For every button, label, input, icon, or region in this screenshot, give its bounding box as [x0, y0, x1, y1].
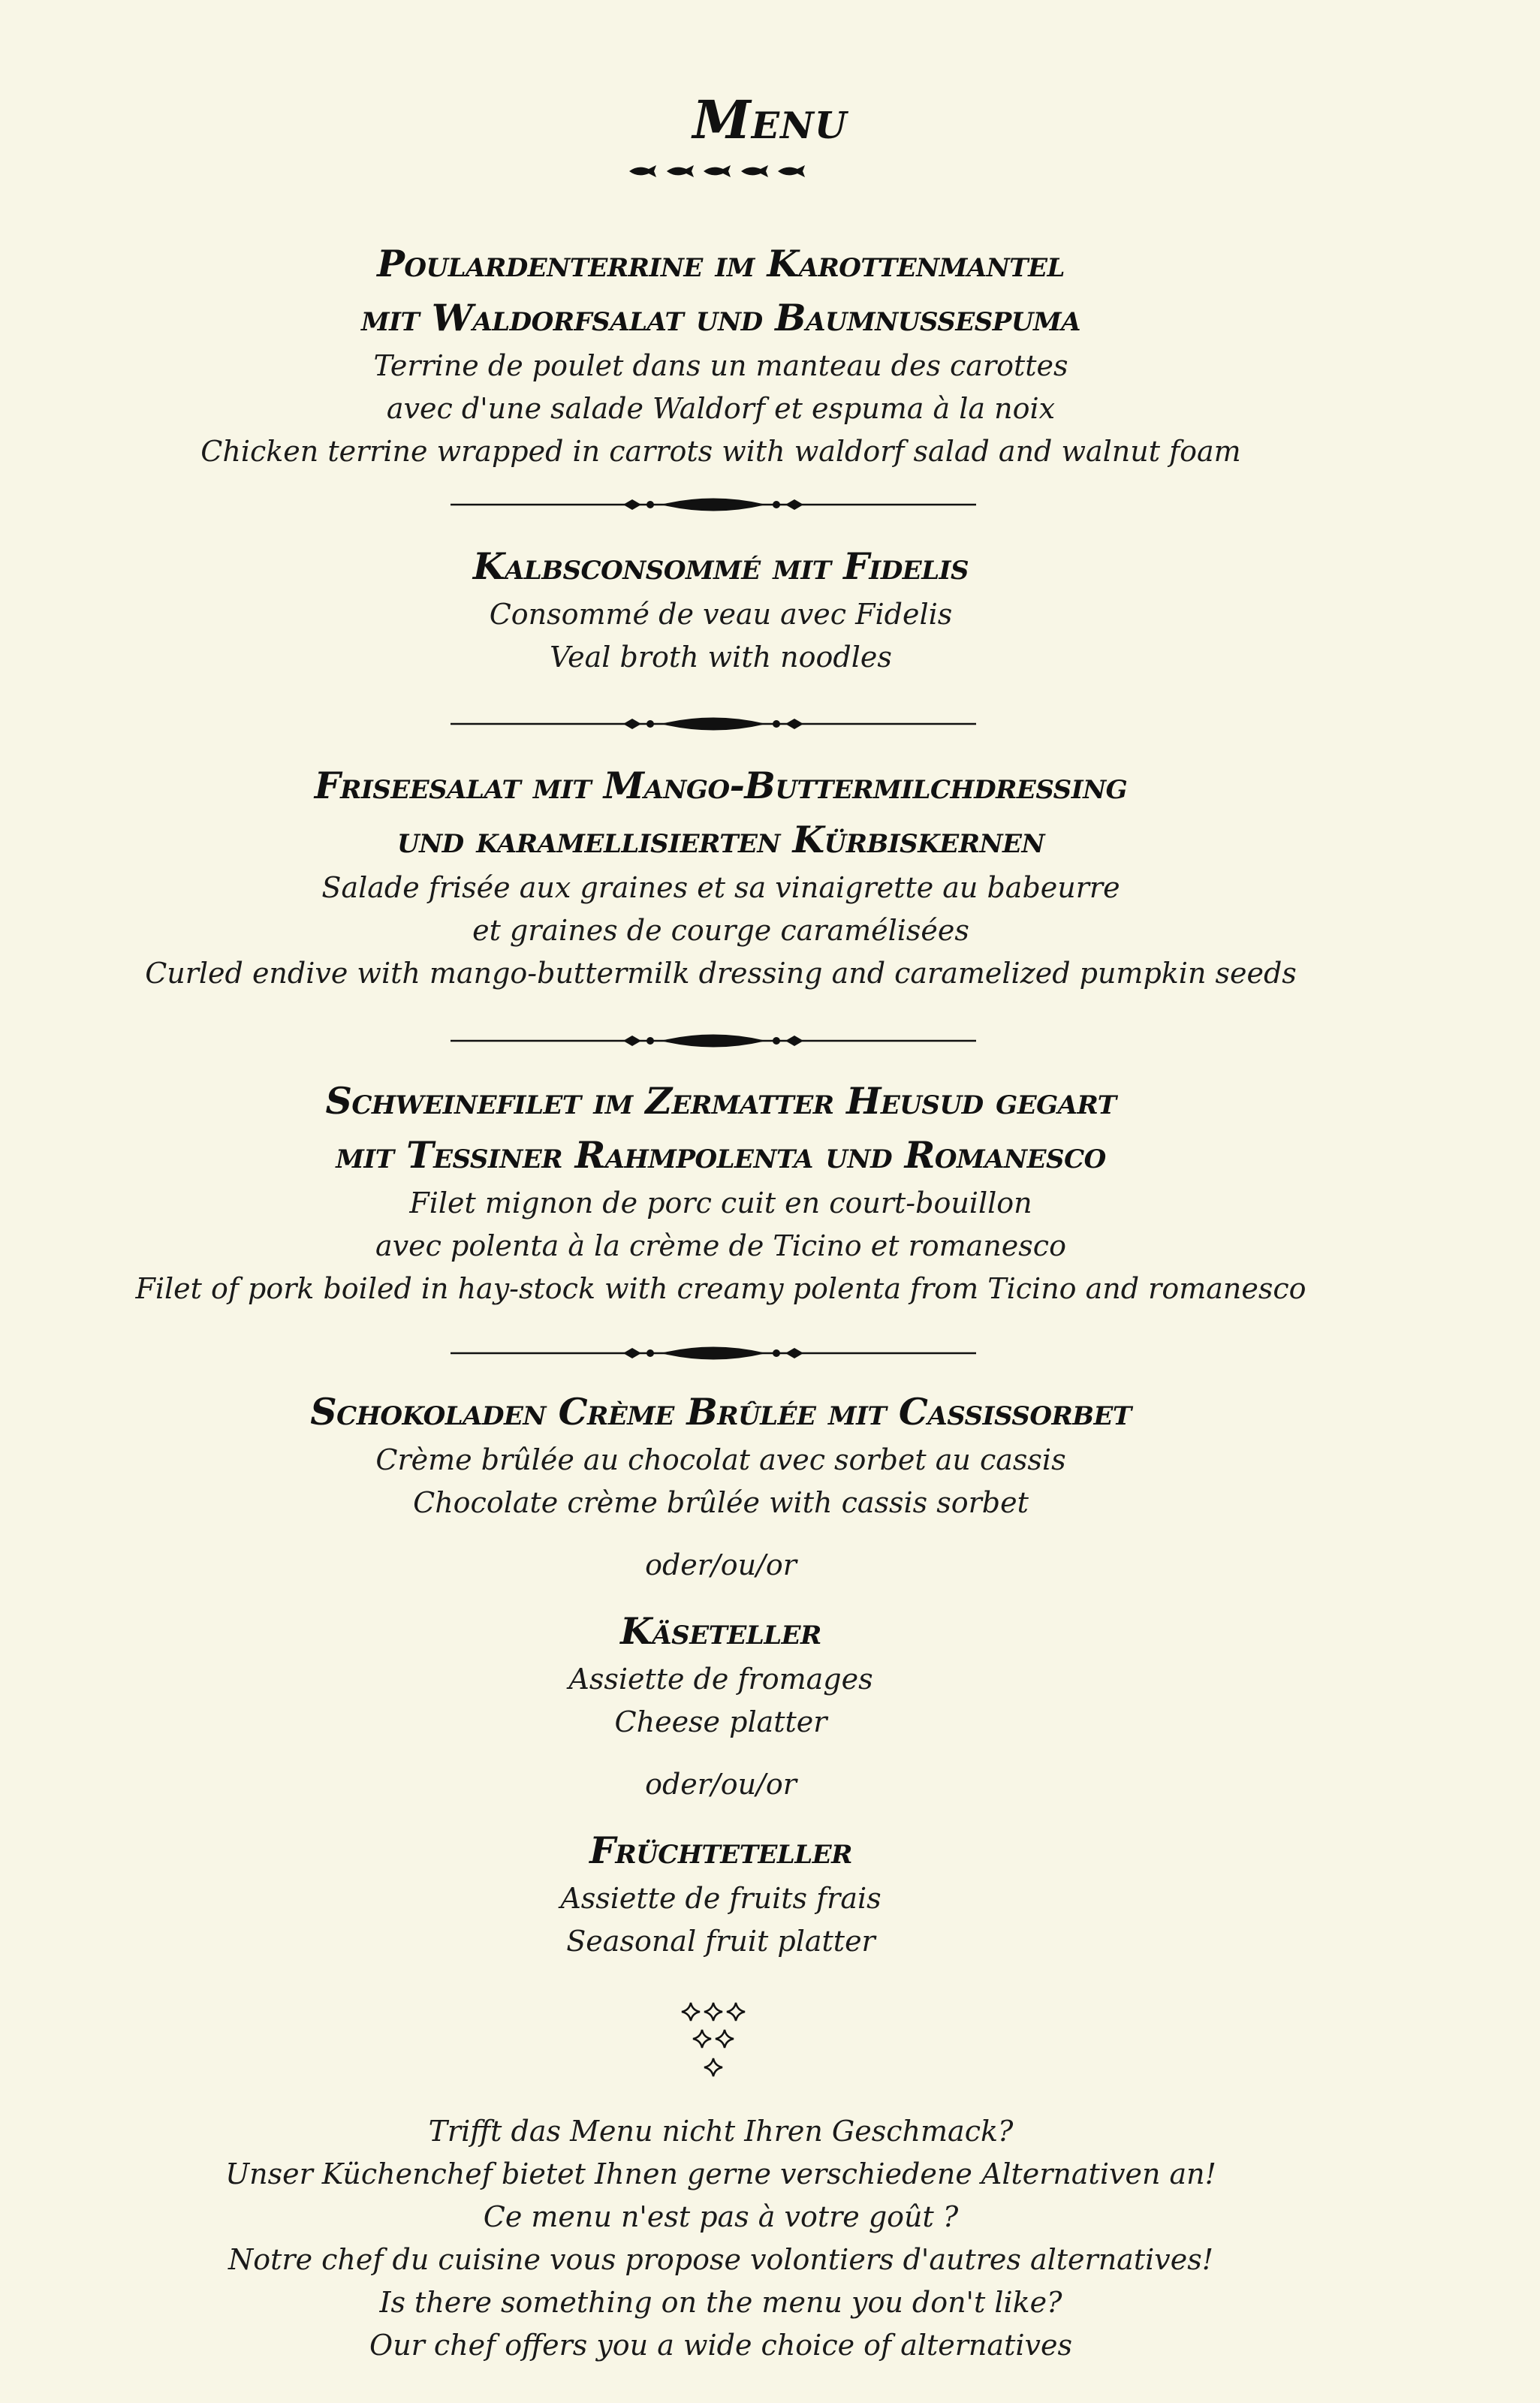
course-desc-fr: Consommé de veau avec Fidelis: [489, 598, 953, 631]
sparkle-ornament: [676, 1994, 766, 2091]
course-heading: Friseesalat mit Mango-Buttermilchdressing: [314, 764, 1128, 807]
course-heading: mit Tessiner Rahmpolenta und Romanesco: [336, 1133, 1106, 1177]
sparkle-icon: [693, 2030, 711, 2048]
sparkle-icon: [704, 2003, 722, 2021]
course-desc-en: Veal broth with noodles: [550, 641, 892, 674]
course-desc-fr: Salade frisée aux graines et sa vinaigrette au babeurre: [321, 871, 1120, 904]
course-desc-en: Chicken terrine wrapped in carrots with waldorf salad and walnut foam: [200, 435, 1241, 468]
course-desc-fr: Assiette de fruits frais: [560, 1882, 882, 1915]
course-dessert: [45, 1385, 1397, 1524]
footer-line: Is there something on the menu you don't like?: [379, 2286, 1062, 2319]
course-desc-fr: avec d'une salade Waldorf et espuma à la noix: [386, 392, 1056, 425]
course-desc-fr: et graines de courge caramélisées: [472, 914, 969, 947]
fish-icon: [665, 164, 697, 179]
footer-line: Unser Küchenchef bietet Ihnen gerne verschiedene Alternativen an!: [225, 2157, 1216, 2190]
course-heading: Kalbsconsommé mit Fidelis: [472, 544, 969, 588]
or-separator: oder/ou/or: [645, 1548, 797, 1581]
footer-line: Trifft das Menu nicht Ihren Geschmack?: [428, 2115, 1014, 2148]
course-heading: Käseteller: [620, 1609, 821, 1653]
fish-icon: [776, 164, 808, 179]
footer-line: Notre chef du cuisine vous propose volontiers d'autres alternatives!: [228, 2243, 1213, 2276]
fish-icon: [740, 164, 771, 179]
ornamental-divider: [451, 1026, 976, 1056]
footer-note: [45, 2110, 1397, 2367]
course-salad: [45, 758, 1397, 995]
sparkle-icon: [682, 2003, 700, 2021]
fish-icon: [702, 164, 734, 179]
course-desc-en: Cheese platter: [614, 1705, 827, 1738]
course-desc-fr: Assiette de fromages: [568, 1663, 873, 1696]
course-heading: Poulardenterrine im Karottenmantel: [377, 242, 1065, 285]
course-desc-fr: Crème brûlée au chocolat avec sorbet au cassis: [375, 1443, 1066, 1476]
course-fruit: [45, 1823, 1397, 1963]
course-heading: mit Waldorfsalat und Baumnussespuma: [360, 296, 1081, 339]
fish-icon: [628, 164, 659, 179]
course-soup: [45, 539, 1397, 679]
course-desc-fr: avec polenta à la crème de Ticino et romanesco: [375, 1229, 1066, 1262]
course-desc-fr: Terrine de poulet dans un manteau des carottes: [373, 349, 1068, 382]
course-desc-en: Filet of pork boiled in hay-stock with creamy polenta from Ticino and romanesco: [135, 1272, 1306, 1305]
course-desc-en: Chocolate crème brûlée with cassis sorbet: [413, 1486, 1029, 1519]
ornamental-divider: [451, 1338, 976, 1368]
footer-line: Our chef offers you a wide choice of alternatives: [369, 2329, 1072, 2362]
course-starter: [45, 237, 1397, 473]
course-main: [45, 1074, 1397, 1310]
ornamental-divider: [451, 709, 976, 739]
course-heading: Schweinefilet im Zermatter Heusud gegart: [325, 1079, 1117, 1123]
ornamental-divider: [451, 490, 976, 520]
course-desc-fr: Filet mignon de porc cuit en court-bouillon: [409, 1186, 1032, 1220]
course-cheese: [45, 1604, 1397, 1744]
sparkle-icon: [716, 2030, 734, 2048]
or-separator: oder/ou/or: [645, 1768, 797, 1801]
sparkle-icon: [727, 2003, 745, 2021]
course-heading: Früchteteller: [589, 1829, 852, 1872]
sparkle-icon: [704, 2058, 722, 2076]
course-desc-en: Seasonal fruit platter: [566, 1925, 875, 1958]
course-heading: Schokoladen Crème Brûlée mit Cassissorbet: [310, 1390, 1132, 1434]
course-heading: und karamellisierten Kürbiskernen: [396, 818, 1045, 861]
footer-line: Ce menu n'est pas à votre goût ?: [483, 2200, 959, 2233]
fish-ornament: [628, 164, 808, 182]
menu-title: Menu: [692, 89, 848, 151]
course-desc-en: Curled endive with mango-buttermilk dressing and caramelized pumpkin seeds: [145, 957, 1297, 990]
